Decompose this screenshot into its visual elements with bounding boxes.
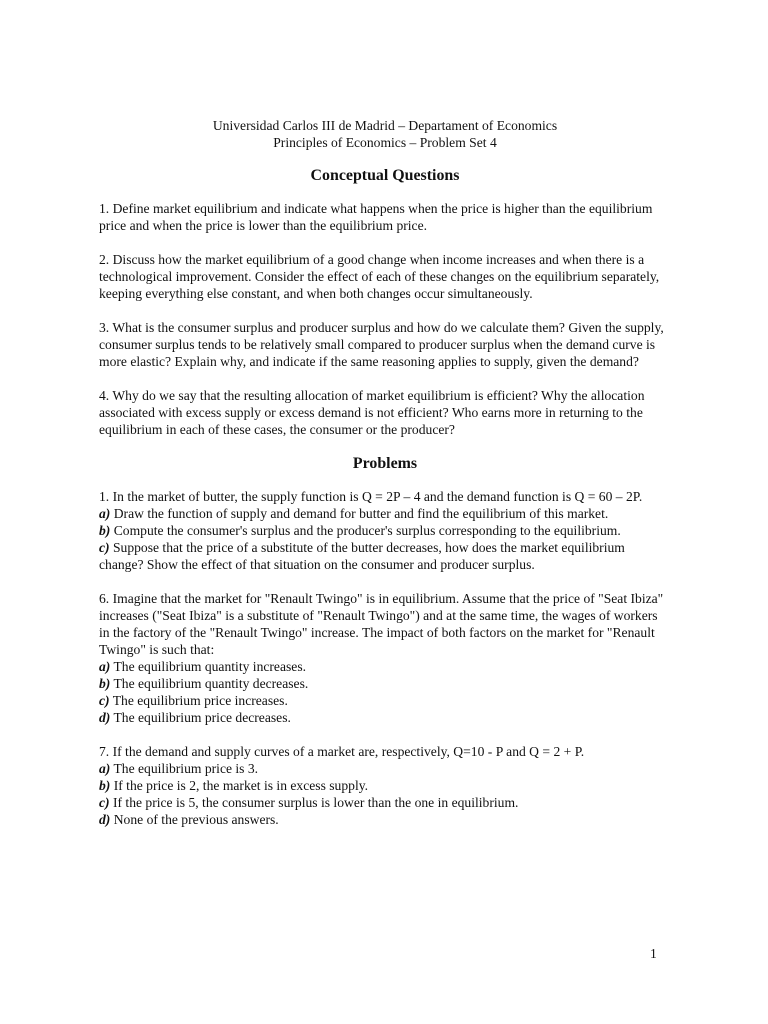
conceptual-questions-heading: Conceptual Questions [310,167,460,184]
problem-7-option-d: d) None of the previous answers. [99,812,279,827]
problem-7 [99,743,671,828]
problem-6-option-b: b) The equilibrium quantity decreases. [99,676,309,691]
header-institution: Universidad Carlos III de Madrid – Departament of Economics [212,118,558,133]
header-course: Principles of Economics – Problem Set 4 [273,135,497,150]
problem-6-option-a: a) The equilibrium quantity increases. [99,659,307,674]
conceptual-question-3: 3. What is the consumer surplus and producer surplus and how do we calculate them? Given the supply, consumer surplus tends to be relatively small compared to producer surplus when the demand curve is more elastic? Explain why, and indicate if the same reasoning applies to supply, given the demand? [99,320,664,369]
conceptual-question-1: 1. Define market equilibrium and indicate what happens when the price is higher than the equilibrium price and when the price is lower than the equilibrium price. [99,201,653,233]
problem-1-option-a: a) Draw the function of supply and demand for butter and find the equilibrium of this market. [99,506,609,521]
problem-6-option-c: c) The equilibrium price increases. [99,693,288,708]
problem-6 [99,590,671,726]
page-content [99,117,671,828]
conceptual-question-4: 4. Why do we say that the resulting allocation of market equilibrium is efficient? Why the allocation associated with excess supply or excess demand is not efficient? Who earns more in returning to the equilibrium in each of these cases, the consumer or the producer? [99,388,645,437]
problem-6-option-d: d) The equilibrium price decreases. [99,710,291,725]
problem-7-option-b: b) If the price is 2, the market is in excess supply. [99,778,369,793]
problem-1-option-c: c) Suppose that the price of a substitute of the butter decreases, how does the market equilibrium change? Show the effect of that situation on the consumer and producer surplus. [99,540,625,572]
problem-7-option-c: c) If the price is 5, the consumer surplus is lower than the one in equilibrium. [99,795,519,810]
problem-1 [99,488,671,573]
problem-1-option-b: b) Compute the consumer's surplus and the producer's surplus corresponding to the equilibrium. [99,523,621,538]
problem-6-stem: 6. Imagine that the market for "Renault Twingo" is in equilibrium. Assume that the price of "Seat Ibiza" increases ("Seat Ibiza" is a substitute of "Renault Twingo") and at the same time, the wages of workers in the factory of the "Renault Twingo" increase. The impact of both factors on the market for "Renault Twingo" is such that: [99,591,664,657]
document-header [99,117,671,151]
conceptual-question-2: 2. Discuss how the market equilibrium of a good change when income increases and when there is a technological improvement. Consider the effect of each of these changes on the equilibrium separately, keeping everything else constant, and when both changes occur simultaneously. [99,252,660,301]
page-number: 1 [650,946,657,961]
problem-7-stem: 7. If the demand and supply curves of a market are, respectively, Q=10 - P and Q = 2 + P. [99,744,585,759]
problem-1-stem: 1. In the market of butter, the supply function is Q = 2P – 4 and the demand function is Q = 60 – 2P. [99,489,643,504]
problem-7-option-a: a) The equilibrium price is 3. [99,761,259,776]
problems-heading: Problems [352,455,418,472]
